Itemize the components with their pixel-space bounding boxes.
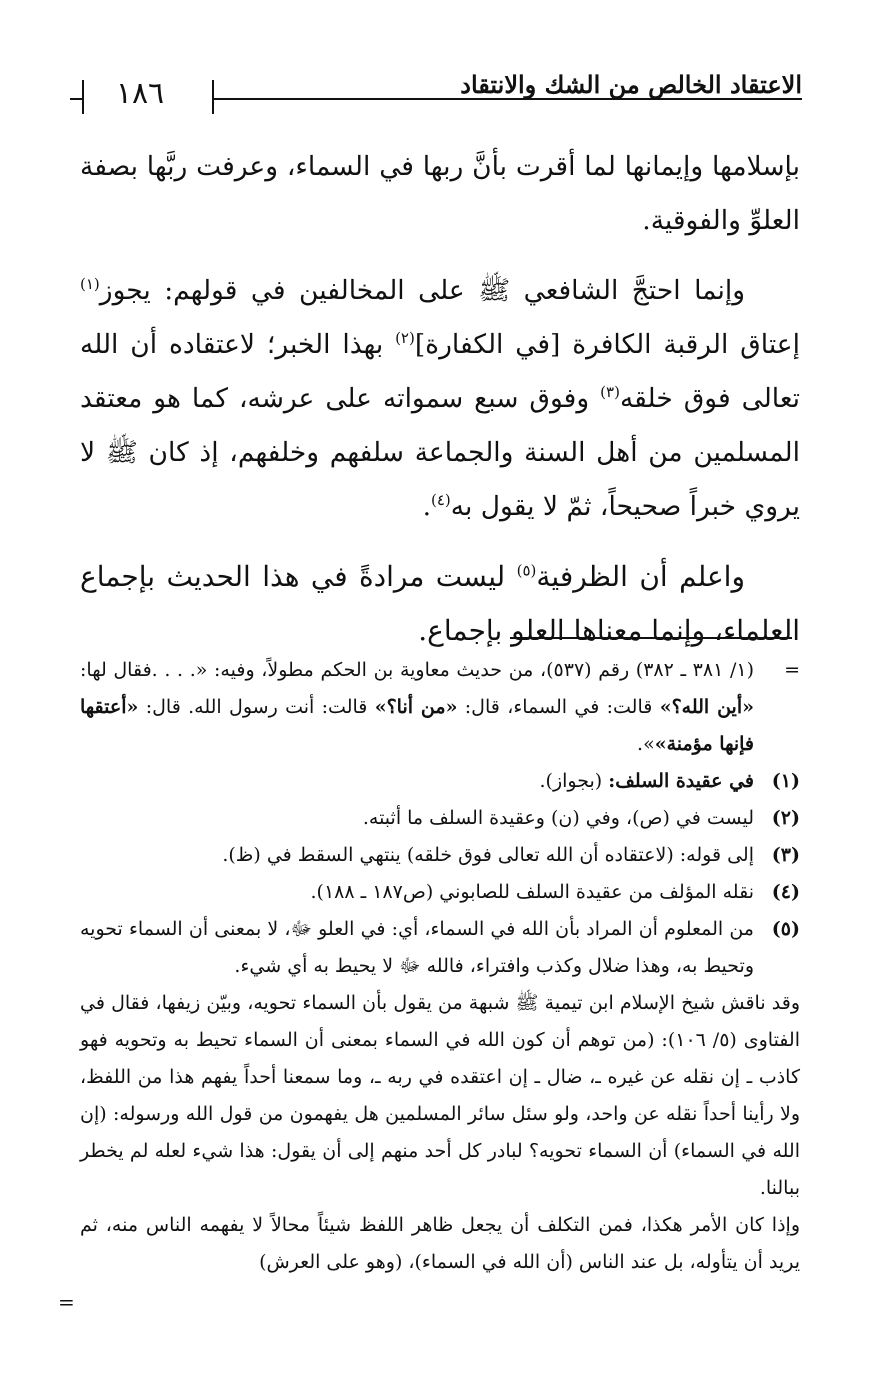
footnote-1: (١) في عقيدة السلف: (بجواز).	[80, 763, 800, 800]
footnote-4: (٤) نقله المؤلف من عقيدة السلف للصابوني (ص١٨٧ ـ ١٨٨).	[80, 874, 800, 911]
footnote-ref-1[interactable]: (١)	[80, 275, 100, 294]
footnote-5-paragraph-3: وإذا كان الأمر هكذا، فمن التكلف أن يجعل ظاهر اللفظ شيئاً محالاً لا يفهمه الناس منه، ثم يريد أن يتأوله، بل عند الناس (أن الله في السماء)، (وهو على العرش)	[80, 1214, 800, 1273]
page-number: ١٨٦	[115, 76, 165, 111]
header-rule-tick-right	[212, 80, 214, 114]
footnote-number: (٥)	[771, 918, 800, 940]
footnote-number: (٤)	[771, 881, 800, 903]
continuation-marker: =	[784, 659, 800, 681]
footnote-separator	[510, 637, 792, 639]
footnote-continuation: = (١/ ٣٨١ ـ ٣٨٢) رقم (٥٣٧)، من حديث معاوية بن الحكم مطولاً، وفيه: «. . . .فقال لها: «أين الله؟» قالت: في السماء، قال: «من أنا؟» قالت: أنت رسول الله. قال: «أعتقها فإنها مؤمنة»».	[80, 652, 800, 763]
footnote-5: (٥) من المعلوم أن المراد بأن الله في السماء، أي: في العلو ﷻ، لا بمعنى أن السماء تحويه وتحيط به، وهذا ضلال وكذب وافتراء، فالله ﷻ لا يحيط به أي شيء.	[80, 911, 800, 985]
running-title: الاعتقاد الخالص من الشك والانتقاد	[460, 70, 802, 99]
footnote-ref-4[interactable]: (٤)	[431, 491, 451, 510]
paragraph-2: وإنما احتجَّ الشافعي ﷺ على المخالفين في قولهم: يجوز$^{(١)}$ إعتاق الرقبة الكافرة [في الكفارة]$^{(٢)}$ بهذا الخبر؛ لاعتقاده أن الله تعالى فوق خلقه$^{(٣)}$ وفوق سبع سمواته على عرشه، كما هو معتقد المسلمين من أهل السنة والجماعة سلفهم وخلفهم، إذ كان ﷺ لا يروي خبراً صحيحاً، ثمّ لا يقول به$^{(٤)}$.	[80, 275, 801, 522]
footnote-ref-3[interactable]: (٣)	[600, 383, 620, 402]
footnote-ref-2[interactable]: (٢)	[395, 329, 415, 348]
header-rule-tick-left	[82, 80, 84, 114]
footnote-3: (٣) إلى قوله: (لاعتقاده أن الله تعالى فوق خلقه) ينتهي السقط في (ظ).	[80, 837, 800, 874]
footnotes	[80, 652, 800, 1281]
footnote-number: (٢)	[771, 807, 800, 829]
footnote-number: (٣)	[771, 844, 800, 866]
main-text	[80, 140, 800, 674]
paragraph-3: واعلم أن الظرفية$^{(٥)}$ ليست مرادةً في هذا الحديث بإجماع العلماء، وإنما معناها العلو بإجماع.	[80, 560, 800, 647]
continuation-marker-end: =	[58, 1290, 75, 1314]
page-header	[70, 70, 802, 120]
footnote-ref-5[interactable]: (٥)	[516, 561, 537, 580]
footnote-5-paragraph-2: وقد ناقش شيخ الإسلام ابن تيمية ﷺ شبهة من يقول بأن السماء تحويه، وبيّن زيفها، فقال في الفتاوى (٥/ ١٠٦): (من توهم أن كون الله في السماء بمعنى أن السماء تحيط به وتحويه فهو كاذب ـ إن نقله عن غيره ـ، ضال ـ إن اعتقده في ربه ـ، وما سمعنا أحداً يفهم هذا من اللفظ، ولا رأينا أحداً نقله عن واحد، ولو سئل سائر المسلمين هل يفهمون من قول الله ورسوله: (إن الله في السماء) أن السماء تحويه؟ لبادر كل أحد منهم إلى أن يقول: هذا شيء لعله لم يخطر ببالنا.	[80, 992, 800, 1199]
paragraph-1: بإسلامها وإيمانها لما أقرت بأنَّ ربها في السماء، وعرفت ربَّها بصفة العلوِّ والفوقية.	[80, 151, 800, 236]
footnote-2: (٢) ليست في (ص)، وفي (ن) وعقيدة السلف ما أثبته.	[80, 800, 800, 837]
footnote-number: (١)	[771, 770, 800, 792]
